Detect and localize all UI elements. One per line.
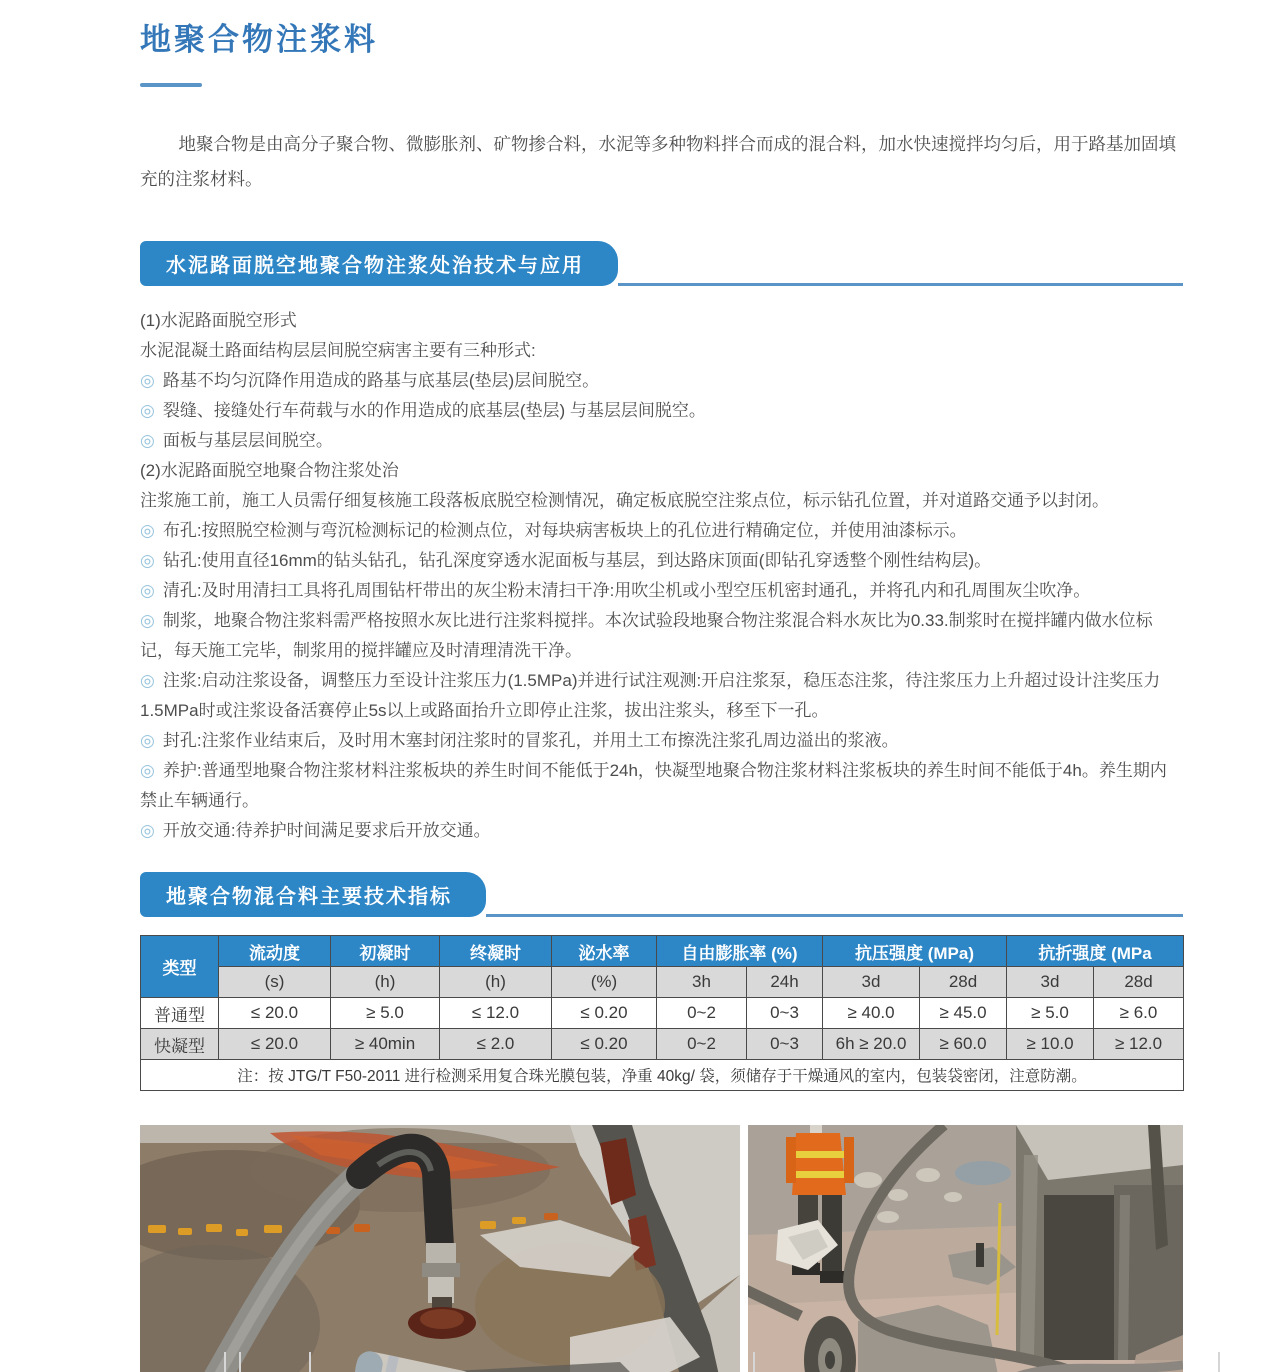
scan-artifact-line xyxy=(1218,1352,1220,1372)
section1-heading-banner: 水泥路面脱空地聚合物注浆处治技术与应用 xyxy=(140,241,618,286)
sub-header: (h) xyxy=(440,967,552,998)
list-item xyxy=(140,546,1183,576)
list-item-text: 养护:普通型地聚合物注浆材料注浆板块的养生时间不能低于24h，快凝型地聚合物注浆材料注浆板块的养生时间不能低于4h。养生期内禁止车辆通行。 xyxy=(140,761,1167,810)
col-header-initial-set: 初凝时 xyxy=(331,936,440,967)
bullseye-bullet-icon xyxy=(140,551,155,570)
list-item-text: 面板与基层层间脱空。 xyxy=(162,431,333,450)
col-header-type: 类型 xyxy=(141,936,219,998)
cell: ≥ 5.0 xyxy=(1007,998,1094,1029)
title-underline xyxy=(140,83,202,87)
sub-header: (h) xyxy=(331,967,440,998)
section1-heading-rule xyxy=(618,283,1183,286)
col-header-fluidity: 流动度 xyxy=(219,936,331,967)
cell: ≥ 5.0 xyxy=(331,998,440,1029)
table-note: 注：按 JTG/T F50-2011 进行检测采用复合珠光膜包装，净重 40kg/ 袋，须储存于干燥通风的室内，包装袋密闭，注意防潮。 xyxy=(141,1060,1184,1091)
bullseye-bullet-icon xyxy=(140,431,155,450)
cell: ≥ 40min xyxy=(331,1029,440,1060)
paragraph: 注浆施工前，施工人员需仔细复核施工段落板底脱空检测情况，确定板底脱空注浆点位，标示钻孔位置，并对道路交通予以封闭。 xyxy=(140,491,1109,510)
cell: 6h ≥ 20.0 xyxy=(823,1029,920,1060)
cell: ≥ 6.0 xyxy=(1094,998,1184,1029)
bullseye-bullet-icon xyxy=(140,761,155,780)
list-item-text: 布孔:按照脱空检测与弯沉检测标记的检测点位，对每块病害板块上的孔位进行精确定位，并使用油漆标示。 xyxy=(162,521,967,540)
cell: ≥ 45.0 xyxy=(920,998,1007,1029)
cell: ≤ 0.20 xyxy=(552,1029,657,1060)
section2-heading-row xyxy=(140,872,1183,917)
paragraph: (2)水泥路面脱空地聚合物注浆处治 xyxy=(140,461,399,480)
list-item-text: 注浆:启动注浆设备，调整压力至设计注浆压力(1.5MPa)并进行试注观测:开启注浆泵，稳压态注浆，待注浆压力上升超过设计注奖压力1.5MPa时或注浆设备活赛停止5s以上或路面抬升立即停止注浆，拔出注浆头，移至下一孔。 xyxy=(140,671,1161,720)
list-item xyxy=(140,816,1183,846)
bullseye-bullet-icon xyxy=(140,371,155,390)
sub-header: (s) xyxy=(219,967,331,998)
cell: ≥ 12.0 xyxy=(1094,1029,1184,1060)
technical-spec-table xyxy=(140,935,1184,1091)
sub-header: 24h xyxy=(747,967,823,998)
list-item xyxy=(140,366,1183,396)
section2-heading-banner: 地聚合物混合料主要技术指标 xyxy=(140,872,486,917)
bullseye-bullet-icon xyxy=(140,521,155,540)
list-item-text: 路基不均匀沉降作用造成的路基与底基层(垫层)层间脱空。 xyxy=(162,371,600,390)
bullseye-bullet-icon xyxy=(140,671,155,690)
table-row xyxy=(141,998,1184,1029)
worker-grouting-site-photo xyxy=(748,1125,1183,1372)
list-item-text: 裂缝、接缝处行车荷载与水的作用造成的底基层(垫层) 与基层层间脱空。 xyxy=(162,401,706,420)
col-header-final-set: 终凝时 xyxy=(440,936,552,967)
list-item xyxy=(140,726,1183,756)
bullseye-bullet-icon xyxy=(140,731,155,750)
paragraph: 水泥混凝土路面结构层层间脱空病害主要有三种形式: xyxy=(140,341,536,360)
cell: ≥ 60.0 xyxy=(920,1029,1007,1060)
section2-heading-rule xyxy=(486,914,1183,917)
paragraph: (1)水泥路面脱空形式 xyxy=(140,311,297,330)
list-item xyxy=(140,576,1183,606)
table-header-row-1 xyxy=(141,936,1184,967)
cell: ≤ 0.20 xyxy=(552,998,657,1029)
sub-header: 28d xyxy=(1094,967,1184,998)
list-item xyxy=(140,516,1183,546)
scan-artifact-line xyxy=(309,1352,311,1372)
cell: ≤ 12.0 xyxy=(440,998,552,1029)
col-header-flexural: 抗折强度 (MPa xyxy=(1007,936,1184,967)
cell: ≤ 2.0 xyxy=(440,1029,552,1060)
cell: ≤ 20.0 xyxy=(219,998,331,1029)
content-column xyxy=(140,0,1183,1372)
list-item-text: 开放交通:待养护时间满足要求后开放交通。 xyxy=(162,821,491,840)
sub-header: 3d xyxy=(823,967,920,998)
list-item-text: 封孔:注浆作业结束后，及时用木塞封闭注浆时的冒浆孔，并用土工布擦洗注浆孔周边溢出的浆液。 xyxy=(162,731,899,750)
table-row xyxy=(141,1029,1184,1060)
list-item xyxy=(140,756,1183,816)
grout-hose-injection-photo xyxy=(140,1125,740,1372)
cell: 快凝型 xyxy=(141,1029,219,1060)
cell: 普通型 xyxy=(141,998,219,1029)
sub-header: (%) xyxy=(552,967,657,998)
list-item-text: 制浆，地聚合物注浆料需严格按照水灰比进行注浆料搅拌。本次试验段地聚合物注浆混合料水灰比为0.33.制浆时在搅拌罐内做水位标记，每天施工完毕，制浆用的搅拌罐应及时清理清洗干净。 xyxy=(140,611,1153,660)
col-header-compressive: 抗压强度 (MPa) xyxy=(823,936,1007,967)
bullseye-bullet-icon xyxy=(140,821,155,840)
scan-artifact-line xyxy=(239,1352,241,1372)
scan-artifact-line xyxy=(753,1352,755,1372)
bullseye-bullet-icon xyxy=(140,401,155,420)
intro-paragraph: 地聚合物是由高分子聚合物、微膨胀剂、矿物掺合料，水泥等多种物料拌合而成的混合料，加水快速搅拌均匀后，用于路基加固填充的注浆材料。 xyxy=(140,134,1176,189)
bullseye-bullet-icon xyxy=(140,611,155,630)
cell: ≥ 40.0 xyxy=(823,998,920,1029)
list-item xyxy=(140,426,1183,456)
list-item xyxy=(140,666,1183,726)
cell: ≥ 10.0 xyxy=(1007,1029,1094,1060)
cell: ≤ 20.0 xyxy=(219,1029,331,1060)
sub-header: 3h xyxy=(657,967,747,998)
sub-header: 3d xyxy=(1007,967,1094,998)
table-header-row-2 xyxy=(141,967,1184,998)
table-note-row xyxy=(141,1060,1184,1091)
photo-row xyxy=(140,1125,1183,1372)
list-item-text: 钻孔:使用直径16mm的钻头钻孔，钻孔深度穿透水泥面板与基层，到达路床顶面(即钻孔穿透整个刚性结构层)。 xyxy=(162,551,992,570)
col-header-bleeding: 泌水率 xyxy=(552,936,657,967)
cell: 0~2 xyxy=(657,998,747,1029)
section1-body xyxy=(140,306,1183,846)
list-item-text: 清孔:及时用清扫工具将孔周围钻杆带出的灰尘粉末清扫干净:用吹尘机或小型空压机密封通孔，并将孔内和孔周围灰尘吹净。 xyxy=(162,581,1091,600)
list-item xyxy=(140,606,1183,666)
page-title: 地聚合物注浆料 xyxy=(140,22,378,57)
scan-artifact-line xyxy=(224,1352,226,1372)
section1-heading-row xyxy=(140,241,1183,286)
cell: 0~3 xyxy=(747,1029,823,1060)
cell: 0~2 xyxy=(657,1029,747,1060)
sub-header: 28d xyxy=(920,967,1007,998)
list-item xyxy=(140,396,1183,426)
bullseye-bullet-icon xyxy=(140,581,155,600)
col-header-expansion: 自由膨胀率 (%) xyxy=(657,936,823,967)
cell: 0~3 xyxy=(747,998,823,1029)
